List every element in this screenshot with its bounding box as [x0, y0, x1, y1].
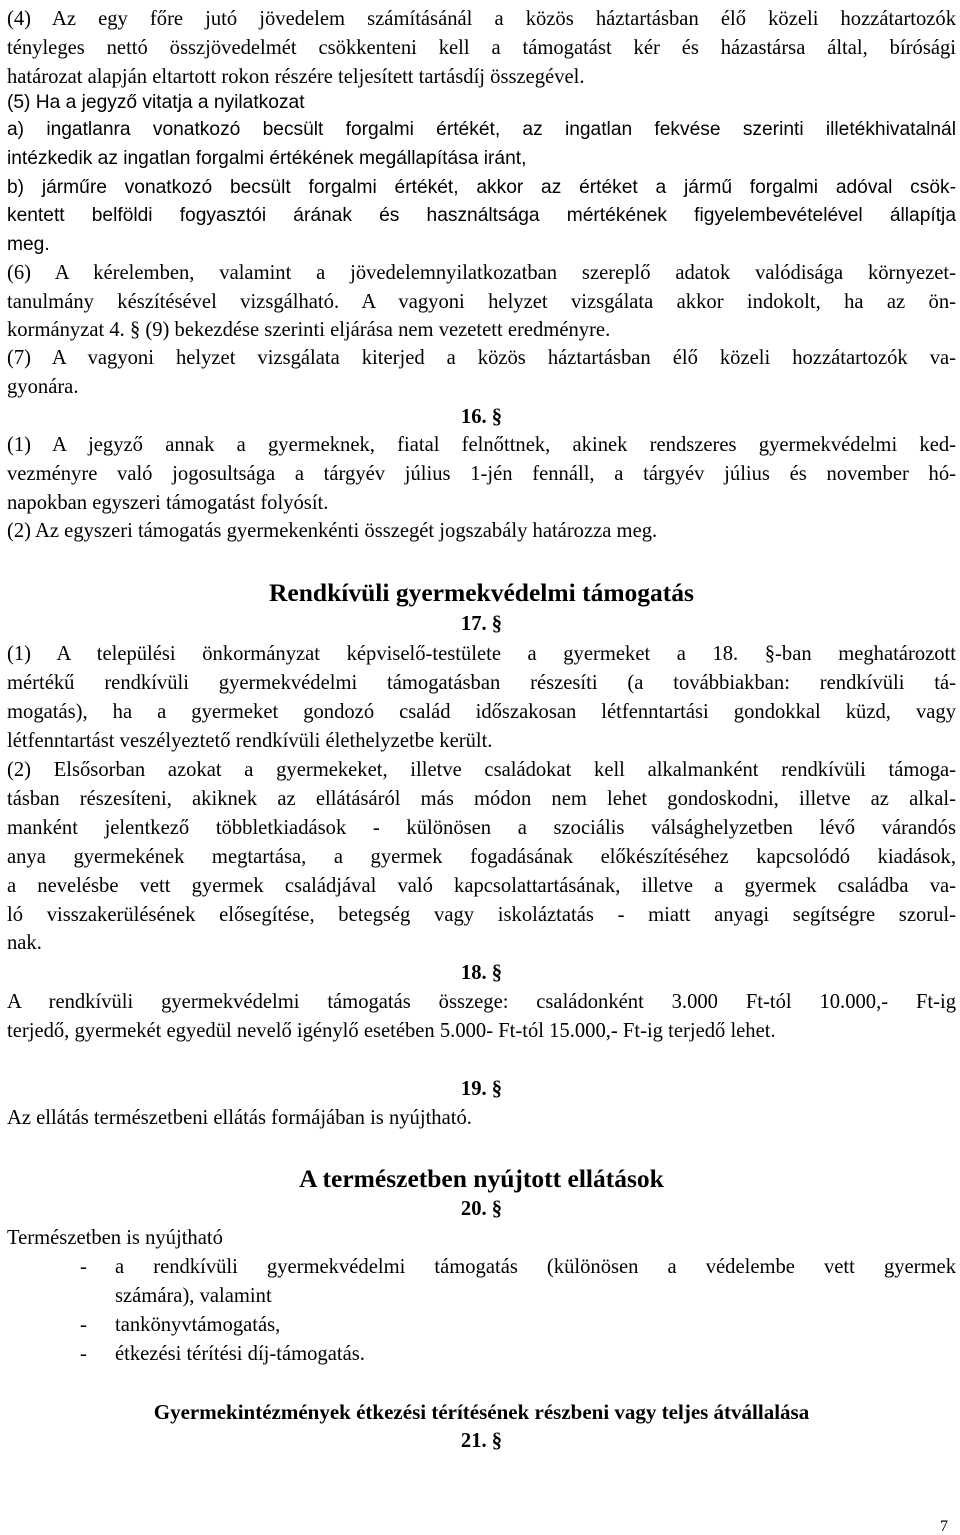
section-17-p2-line-3: manként jelentkező többletkiadások - különösen a szociális válsághelyzetben lévő várandós	[7, 817, 956, 839]
paragraph-5b-line-1: b) járműre vonatkozó becsült forgalmi értékét, akkor az értéket a jármű forgalmi adóval csök-	[7, 177, 956, 198]
section-17-p2-line-7: nak.	[7, 932, 42, 954]
section-17-p2-line-1: (2) Elsősorban azokat a gyermekeket, illetve családokat kell alkalmanként rendkívüli támoga-	[7, 759, 956, 781]
section-20-heading: 20. §	[460, 1198, 503, 1220]
paragraph-5b-line-3: meg.	[7, 234, 50, 255]
list-item-1-line-1: a rendkívüli gyermekvédelmi támogatás (különösen a védelembe vett gyermek	[115, 1256, 956, 1278]
chapter-title-meal-fee: Gyermekintézmények étkezési térítésének részbeni vagy teljes átvállalása	[153, 1400, 810, 1424]
paragraph-7-line-1: (7) A vagyoni helyzet vizsgálata kiterjed a közös háztartásban élő közeli hozzátartozók va-	[7, 347, 956, 369]
section-16-p1-line-3: napokban egyszeri támogatást folyósít.	[7, 492, 329, 514]
section-18-line-2: terjedő, gyermekét egyedül nevelő igénylő esetében 5.000- Ft-tól 15.000,- Ft-ig terjedő lehet.	[7, 1020, 776, 1042]
section-20-intro: Természetben is nyújtható	[7, 1227, 223, 1249]
section-17-p1-line-1: (1) A települési önkormányzat képviselő-testülete a gyermeket a 18. §-ban meghatározott	[7, 643, 956, 665]
section-17-p2-line-4: anya gyermekének megtartása, a gyermek fogadásának előkészítéséhez kapcsolódó kiadások,	[7, 846, 956, 868]
section-17-p2-line-5: a nevelésbe vett gyermek családjával való kapcsolattartásának, illetve a gyermek családba va-	[7, 875, 956, 897]
section-16-p1-line-2: vezményre való jogosultsága a tárgyév július 1-jén fennáll, a tárgyév július és november hó-	[7, 463, 956, 485]
list-item-2: tankönyvtámogatás,	[115, 1314, 281, 1336]
section-16-heading: 16. §	[460, 406, 503, 428]
section-21-heading: 21. §	[460, 1430, 503, 1452]
chapter-title-extraordinary-support: Rendkívüli gyermekvédelmi támogatás	[269, 578, 694, 607]
section-18-line-1: A rendkívüli gyermekvédelmi támogatás összege: családonként 3.000 Ft-tól 10.000,- Ft-ig	[7, 991, 956, 1013]
paragraph-5b-line-2: kentett belföldi fogyasztói árának és használtsága mértékének figyelembevételével állapítja	[7, 205, 956, 226]
list-dash-3: -	[80, 1343, 87, 1365]
chapter-title-in-kind-benefits: A természetben nyújtott ellátások	[299, 1164, 664, 1193]
section-17-p1-line-2: mértékű rendkívüli gyermekvédelmi támogatásban részesíti (a továbbiakban: rendkívüli tá-	[7, 672, 956, 694]
list-item-1-line-2: számára), valamint	[115, 1285, 272, 1307]
list-item-3: étkezési térítési díj-támogatás.	[115, 1343, 365, 1365]
section-19-heading: 19. §	[460, 1078, 503, 1100]
paragraph-6-line-3: kormányzat 4. § (9) bekezdése szerinti eljárása nem vezetett eredményre.	[7, 319, 611, 341]
paragraph-5-line-1: (5) Ha a jegyző vitatja a nyilatkozat	[7, 92, 305, 113]
section-17-heading: 17. §	[460, 613, 503, 635]
section-17-p1-line-3: mogatás), ha a gyermeket gondozó család időszakosan létfenntartási gondokkal küzd, vagy	[7, 701, 956, 723]
paragraph-7-line-2: gyonára.	[7, 376, 79, 398]
paragraph-4-line-3: határozat alapján eltartott rokon részére teljesített tartásdíj összegével.	[7, 66, 585, 88]
paragraph-6-line-1: (6) A kérelemben, valamint a jövedelemnyilatkozatban szereplő adatok valódisága környezet-	[7, 262, 956, 284]
paragraph-4-line-1: (4) Az egy főre jutó jövedelem számításánál a közös háztartásban élő közeli hozzátartozók	[7, 8, 956, 30]
paragraph-5a-line-1: a) ingatlanra vonatkozó becsült forgalmi értékét, az ingatlan fekvése szerinti illetékhivatalnál	[7, 119, 956, 140]
list-dash-2: -	[80, 1314, 87, 1336]
paragraph-4-line-2: tényleges nettó összjövedelmét csökkenteni kell a támogatást kér és házastársa által, bírósági	[7, 37, 956, 59]
paragraph-6-line-2: tanulmány készítésével vizsgálható. A vagyoni helyzet vizsgálata akkor indokolt, ha az ön-	[7, 291, 956, 313]
section-17-p1-line-4: létfenntartást veszélyeztető rendkívüli élethelyzetbe került.	[7, 730, 493, 752]
paragraph-5a-line-2: intézkedik az ingatlan forgalmi értékének megállapítása iránt,	[7, 148, 527, 169]
section-16-p1-line-1: (1) A jegyző annak a gyermeknek, fiatal felnőttnek, akinek rendszeres gyermekvédelmi ked-	[7, 434, 956, 456]
list-dash-1: -	[80, 1256, 87, 1278]
section-17-p2-line-2: tásban részesíteni, akiknek az ellátásáról más módon nem lehet gondoskodni, illetve az alkal-	[7, 788, 956, 810]
section-16-p2: (2) Az egyszeri támogatás gyermekenkénti összegét jogszabály határozza meg.	[7, 520, 658, 542]
page-number: 7	[940, 1518, 948, 1535]
section-18-heading: 18. §	[460, 962, 503, 984]
section-17-p2-line-6: ló visszakerülésének elősegítése, betegség vagy iskoláztatás - miatt anyagi segítségre szorul-	[7, 904, 956, 926]
section-19-line-1: Az ellátás természetbeni ellátás formájában is nyújtható.	[7, 1107, 472, 1129]
